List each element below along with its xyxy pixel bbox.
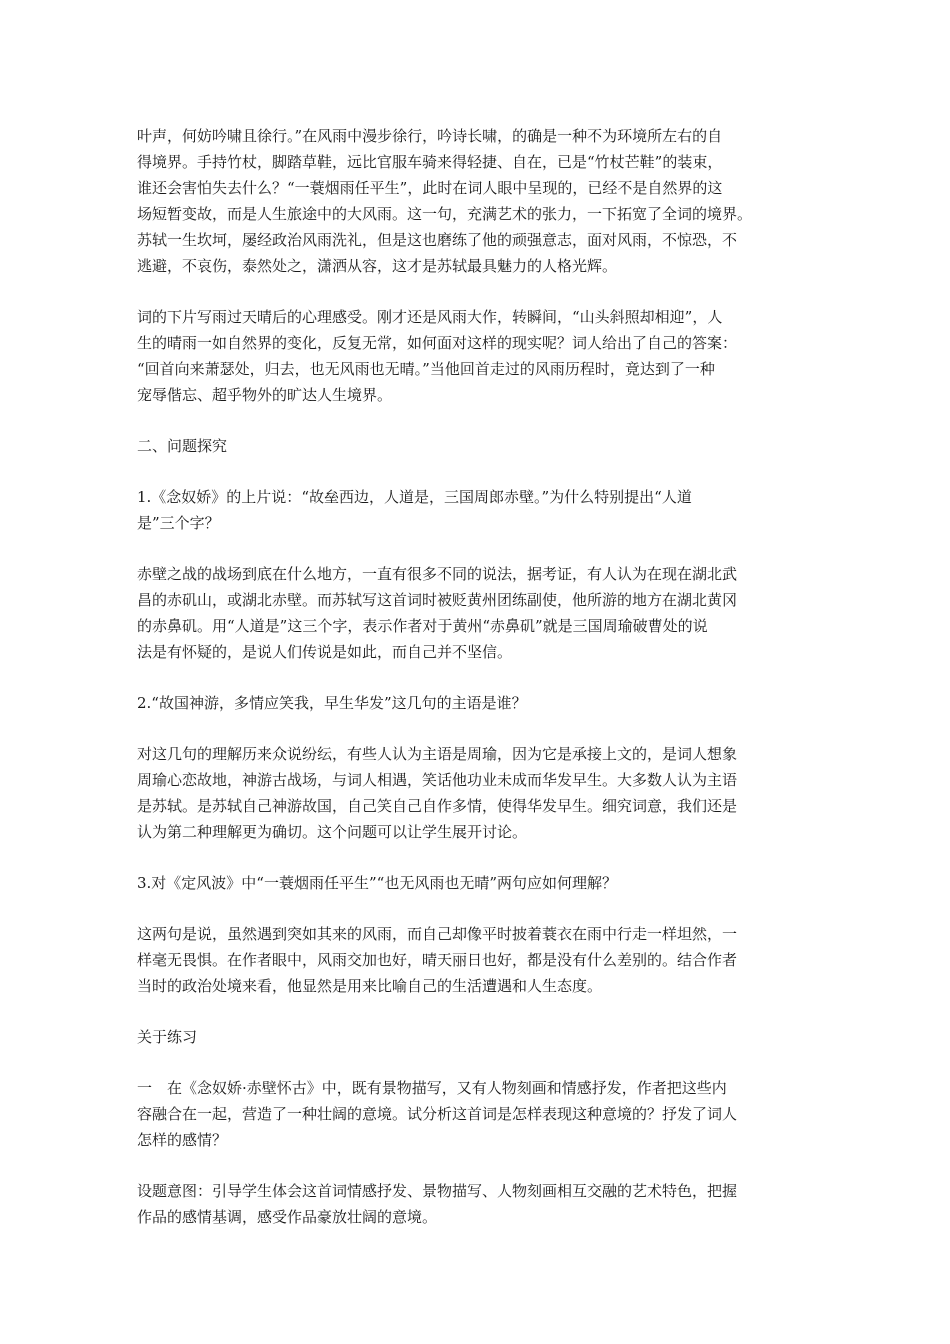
text-line: 怎样的感情？ bbox=[137, 1131, 228, 1149]
text-line: 容融合在一起，营造了一种壮阔的意境。试分析这首词是怎样表现这种意境的？抒发了词人 bbox=[137, 1105, 738, 1123]
text-line: 逃避，不哀伤，泰然处之，潇洒从容，这才是苏轼最具魅力的人格光辉。 bbox=[137, 257, 618, 275]
section-heading-exercises bbox=[137, 1024, 817, 1050]
text-line: 赤壁之战的战场到底在什么地方，一直有很多不同的说法，据考证，有人认为在现在湖北武 bbox=[137, 565, 738, 583]
text-line: 关于练习 bbox=[137, 1028, 198, 1046]
text-line: 法是有怀疑的，是说人们传说是如此，而自己并不坚信。 bbox=[137, 643, 513, 661]
text-line: 二、问题探究 bbox=[137, 437, 228, 455]
text-line: 当时的政治处境来看，他显然是用来比喻自己的生活遭遇和人生态度。 bbox=[137, 977, 603, 995]
text-line: 1.《念奴娇》的上片说：“故垒西边，人道是，三国周郎赤壁。”为什么特别提出“人道 bbox=[137, 488, 692, 506]
document-page bbox=[137, 123, 817, 1255]
text-line: 苏轼一生坎坷，屡经政治风雨洗礼，但是这也磨练了他的顽强意志，面对风雨，不惊恐，不 bbox=[137, 231, 738, 249]
text-line: 认为第二种理解更为确切。这个问题可以让学生展开讨论。 bbox=[137, 823, 528, 841]
section-heading-question-inquiry bbox=[137, 433, 817, 459]
paragraph-dingfengbo-upper-analysis bbox=[137, 123, 817, 279]
paragraph-dingfengbo-lower-analysis bbox=[137, 304, 817, 408]
text-line: 样毫无畏惧。在作者眼中，风雨交加也好，晴天丽日也好，都是没有什么差别的。结合作者 bbox=[137, 951, 738, 969]
text-line: 是苏轼。是苏轼自己神游故国，自己笑自己自作多情，使得华发早生。细究词意，我们还是 bbox=[137, 797, 738, 815]
text-line: 3.对《定风波》中“一蓑烟雨任平生”“也无风雨也无晴”两句应如何理解？ bbox=[137, 874, 617, 892]
answer-1 bbox=[137, 561, 817, 665]
question-1 bbox=[137, 484, 817, 536]
text-line: 设题意图：引导学生体会这首词情感抒发、景物描写、人物刻画相互交融的艺术特色，把握 bbox=[137, 1182, 738, 1200]
exercise-1 bbox=[137, 1075, 817, 1153]
text-line: 场短暂变故，而是人生旅途中的大风雨。这一句，充满艺术的张力，一下拓宽了全词的境界。 bbox=[137, 205, 753, 223]
text-line: 是”三个字？ bbox=[137, 514, 220, 532]
text-line: 词的下片写雨过天晴后的心理感受。刚才还是风雨大作，转瞬间，“山头斜照却相迎”，人 bbox=[137, 308, 723, 326]
text-line: 周瑜心恋故地，神游古战场，与词人相遇，笑话他功业未成而华发早生。大多数人认为主语 bbox=[137, 771, 738, 789]
text-line: 谁还会害怕失去什么？“一蓑烟雨任平生”，此时在词人眼中呈现的，已经不是自然界的这 bbox=[137, 179, 723, 197]
question-3 bbox=[137, 870, 817, 896]
text-line: 昌的赤矶山，或湖北赤壁。而苏轼写这首词时被贬黄州团练副使，他所游的地方在湖北黄冈 bbox=[137, 591, 738, 609]
text-line: 对这几句的理解历来众说纷纭，有些人认为主语是周瑜，因为它是承接上文的，是词人想象 bbox=[137, 745, 738, 763]
answer-2 bbox=[137, 741, 817, 845]
text-line: 生的晴雨一如自然界的变化，反复无常，如何面对这样的现实呢？词人给出了自己的答案： bbox=[137, 334, 738, 352]
text-line: “回首向来萧瑟处，归去，也无风雨也无晴。”当他回首走过的风雨历程时，竟达到了一种 bbox=[137, 360, 715, 378]
text-line: 一 在《念奴娇·赤壁怀古》中，既有景物描写，又有人物刻画和情感抒发，作者把这些内 bbox=[137, 1079, 727, 1097]
text-line: 叶声，何妨吟啸且徐行。”在风雨中漫步徐行，吟诗长啸，的确是一种不为环境所左右的自 bbox=[137, 127, 723, 145]
text-line: 宠辱偕忘、超乎物外的旷达人生境界。 bbox=[137, 386, 393, 404]
text-line: 得境界。手持竹杖，脚踏草鞋，远比官服车骑来得轻捷、自在，已是“竹杖芒鞋”的装束， bbox=[137, 153, 723, 171]
text-line: 作品的感情基调，感受作品豪放壮阔的意境。 bbox=[137, 1208, 438, 1226]
exercise-1-intent bbox=[137, 1178, 817, 1230]
text-line: 这两句是说，虽然遇到突如其来的风雨，而自己却像平时披着蓑衣在雨中行走一样坦然，一 bbox=[137, 925, 738, 943]
answer-3 bbox=[137, 921, 817, 999]
text-line: 的赤鼻矶。用“人道是”这三个字，表示作者对于黄州“赤鼻矶”就是三国周瑜破曹处的说 bbox=[137, 617, 708, 635]
question-2 bbox=[137, 690, 817, 716]
text-line: 2.“故国神游，多情应笑我，早生华发”这几句的主语是谁？ bbox=[137, 694, 527, 712]
